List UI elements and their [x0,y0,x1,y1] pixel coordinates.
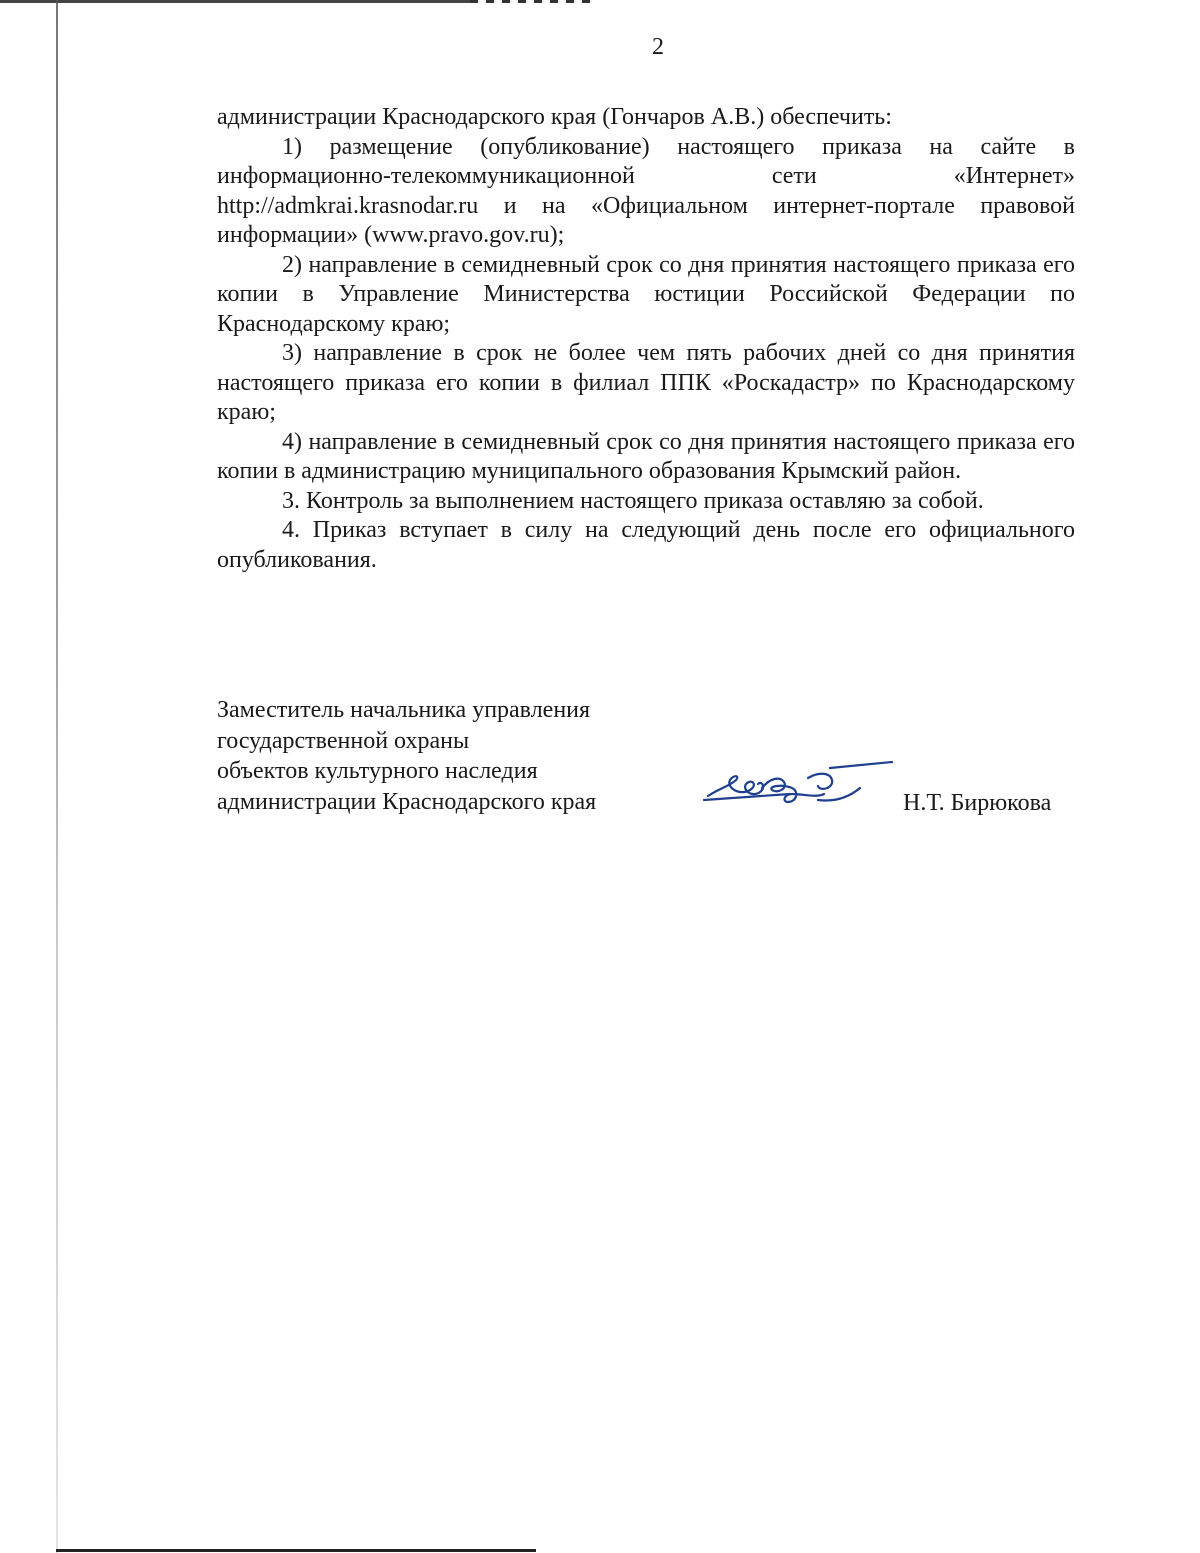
body-item-1: 1) размещение (опубликование) настоящего приказа на сайте в информационно-телекоммуникационной сети «Интернет» http://admkrai.krasnodar.ru и на «Официальном интернет-портале правовой информации» (www.pravo.gov.ru); [217,133,1075,248]
body-item-4: 4) направление в семидневный срок со дня принятия настоящего приказа его копии в администрацию муниципального образования Крымский район. [217,428,1075,484]
body-lead: администрации Краснодарского края (Гончаров А.В.) обеспечить: [217,104,892,130]
document-body [217,103,1075,575]
scan-edge-bottom [56,1549,536,1552]
body-point-4: 4. Приказ вступает в силу на следующий день после его официального опубликования. [217,517,1075,573]
position-line-4: администрации Краснодарского края [217,788,597,815]
page-number: 2 [652,34,664,60]
scan-edge-left [56,0,58,1553]
body-item-3: 3) направление в срок не более чем пять рабочих дней со дня принятия настоящего приказа его копии в филиал ППК «Роскадастр» по Краснодарскому краю; [217,340,1075,425]
position-line-2: государственной охраны [217,727,470,754]
handwritten-signature [700,758,900,818]
scan-edge-top [0,0,470,3]
scan-edge-top-dashes [470,0,590,3]
position-line-1: Заместитель начальника управления [217,697,591,723]
body-item-2: 2) направление в семидневный срок со дня принятия настоящего приказа его копии в Управление Министерства юстиции Российской Федерации по Краснодарскому краю; [217,251,1075,337]
position-line-3: объектов культурного наследия [217,758,538,784]
signer-name: Н.Т. Бирюкова [903,790,1052,816]
body-point-3: 3. Контроль за выполнением настоящего приказа оставляю за собой. [282,487,984,514]
